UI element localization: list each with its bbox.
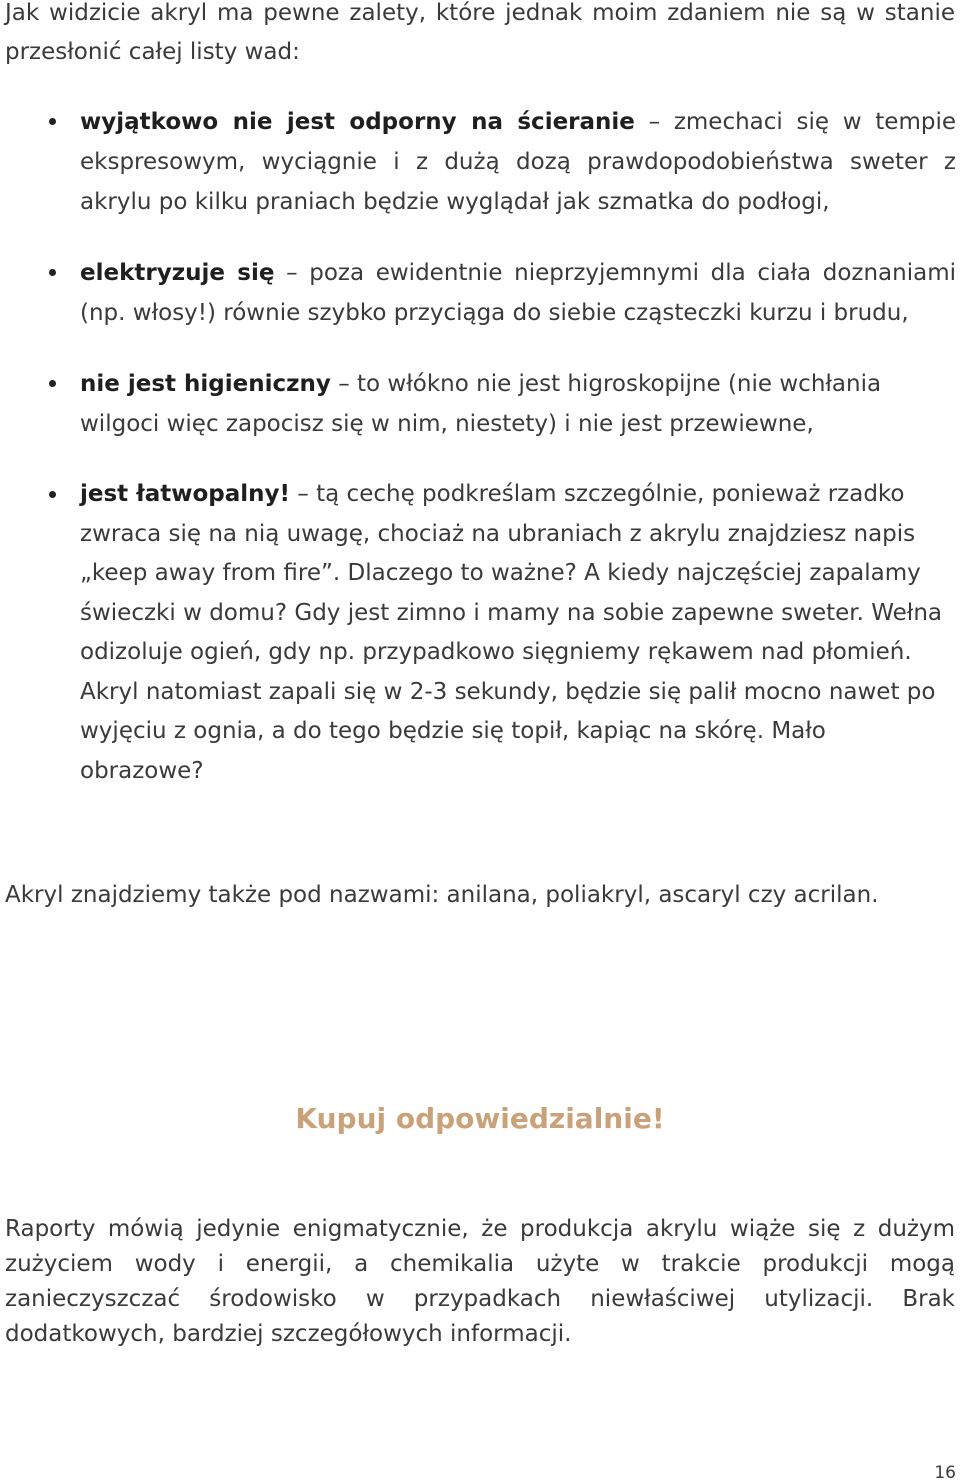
drawbacks-list (0, 102, 960, 822)
bullet-dot-icon (49, 118, 56, 125)
list-item-lead: wyjątkowo nie jest odporny na ścieranie (80, 109, 635, 135)
list-item (0, 102, 956, 222)
list-item (0, 364, 956, 444)
list-item-text (80, 102, 956, 222)
list-item-rest: – poza ewidentnie nieprzyjemnymi dla ciała doznaniami (np. włosy!) równie szybko przyciąga do siebie cząsteczki kurzu i brudu, (80, 260, 956, 326)
bullet-dot-icon (49, 380, 56, 387)
list-item (0, 253, 956, 333)
list-item-rest: – zmechaci się w tempie ekspresowym, wyciągnie i z dużą dozą prawdopodobieństwa sweter z akrylu po kilku praniach będzie wyglądał jak szmatka do podłogi, (80, 109, 956, 215)
reports-paragraph: Raporty mówią jedynie enigmatycznie, że produkcja akrylu wiąże się z dużym zużyciem wody i energii, a chemikalia użyte w trakcie produkcji mogą zanieczyszczać środowisko w przypadkach niewłaściwej utylizacji. Brak dodatkowych, bardziej szczegółowych informacji. (5, 1216, 955, 1347)
list-item-rest: – to włókno nie jest higroskopijne (nie wchłania wilgoci więc zapocisz się w nim, niestety) i nie jest przewiewne, (80, 371, 882, 437)
bullet-dot-icon (49, 491, 56, 498)
page-number: 16 (934, 1463, 956, 1483)
list-item-lead: nie jest higieniczny (80, 371, 331, 397)
list-item-rest: – tą cechę podkreślam szczególnie, ponieważ rzadko zwraca się na nią uwagę, chociaż na ubraniach z akrylu znajdziesz napis „keep away from fire”. Dlaczego to ważne? A kiedy najczęściej zapalamy świeczki w domu? Gdy jest zimno i mamy na sobie zapewne sweter. Wełna odizoluje ogień, gdy np. przypadkowo sięgniemy rękawem nad płomień. Akryl natomiast zapali się w 2-3 sekundy, będzie się palił mocno nawet po wyjęciu z ognia, a do tego będzie się topił, kapiąc na skórę. Mało obrazowe? (80, 481, 943, 784)
bullet-dot-icon (49, 269, 56, 276)
list-item (0, 475, 956, 791)
list-item-text (80, 253, 956, 333)
intro-paragraph: Jak widzicie akryl ma pewne zalety, które jednak moim zdaniem nie są w stanie przesłonić całej listy wad: (5, 0, 955, 65)
list-item-lead: elektryzuje się (80, 260, 275, 286)
also-known-paragraph: Akryl znajdziemy także pod nazwami: anilana, poliakryl, ascaryl czy acrilan. (5, 882, 879, 908)
list-item-lead: jest łatwopalny! (80, 481, 290, 507)
list-item-text (80, 364, 956, 444)
section-heading: Kupuj odpowiedzialnie! (295, 1102, 665, 1135)
list-item-text (80, 475, 956, 791)
